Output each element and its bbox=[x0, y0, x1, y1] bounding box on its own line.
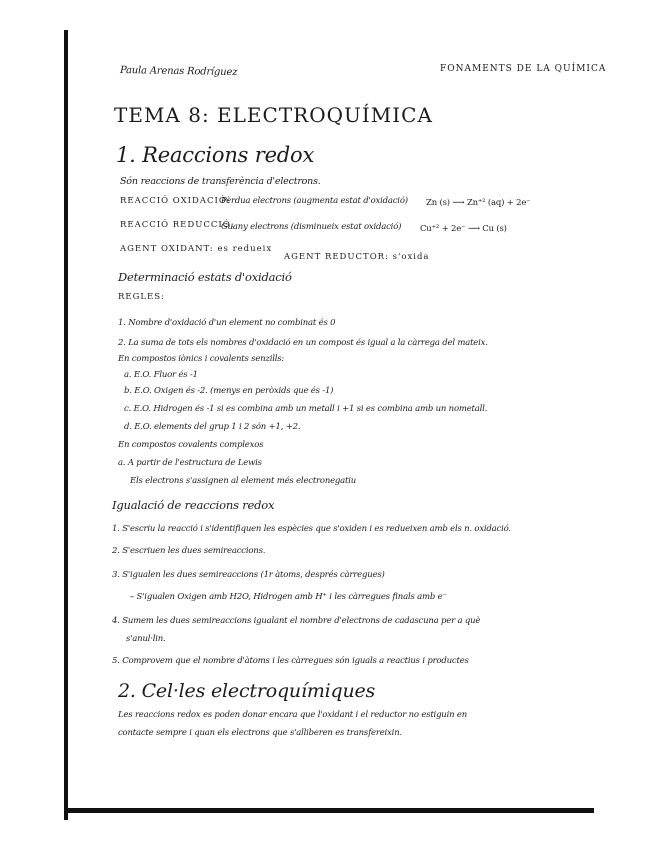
section-heading-celles: 2. Cel·les electroquímiques bbox=[118, 680, 376, 702]
oxidacio-label: REACCIÓ OXIDACIÓ: bbox=[120, 196, 231, 206]
step-1: 1. S'escriu la reacció i s'identifiquen les espècies que s'oxiden i es redueixen amb els n. oxidació. bbox=[112, 524, 511, 534]
step-3: 3. S'igualen les dues semireaccions (1r àtoms, després càrregues) bbox=[112, 570, 385, 580]
complex-rule-a: a. A partir de l'estructura de Lewis bbox=[118, 458, 262, 468]
determinacio-heading: Determinació estats d'oxidació bbox=[118, 270, 292, 284]
ionic-heading: En compostos iònics i covalents senzills: bbox=[118, 354, 285, 364]
rule-1: 1. Nombre d'oxidació d'un element no combinat és 0 bbox=[118, 318, 336, 328]
ionic-rule-c: c. E.O. Hidrogen és -1 si es combina amb un metall i +1 si es combina amb un nometall. bbox=[124, 404, 488, 414]
rule-2: 2. La suma de tots els nombres d'oxidació en un compost és igual a la càrrega del mateix. bbox=[118, 338, 488, 348]
author-name: Paula Arenas Rodríguez bbox=[119, 64, 238, 79]
step-4: 4. Sumem les dues semireaccions igualant el nombre d'electrons de cadascuna per a què bbox=[112, 616, 481, 626]
step-5: 5. Comprovem que el nombre d'àtoms i les càrregues són iguals a reactius i productes bbox=[112, 656, 469, 666]
course-name: FONAMENTS DE LA QUÍMICA bbox=[440, 64, 607, 74]
reduccio-label: REACCIÓ REDUCCIÓ: bbox=[120, 220, 235, 230]
reduccio-equation: Cu⁺² + 2e⁻ ⟶ Cu (s) bbox=[420, 224, 507, 234]
intro-text: Són reaccions de transferència d'electrons. bbox=[120, 176, 321, 187]
igualacio-heading: Igualació de reaccions redox bbox=[112, 498, 275, 512]
ionic-rule-b: b. E.O. Oxigen és -2. (menys en peròxids que és -1) bbox=[124, 386, 334, 396]
step-3-detail: – S'igualen Oxigen amb H2O, Hidrogen amb H⁺ i les càrregues finals amb e⁻ bbox=[130, 592, 447, 602]
complex-heading: En compostos covalents complexos bbox=[118, 440, 264, 450]
celles-line-1: Les reaccions redox es poden donar encara que l'oxidant i el reductor no estiguin en bbox=[118, 710, 467, 720]
celles-line-2: contacte sempre i quan els electrons que s'alliberen es transfereixin. bbox=[118, 728, 402, 738]
step-2: 2. S'escriuen les dues semireaccions. bbox=[112, 546, 266, 556]
ionic-rule-a: a. E.O. Fluor és -1 bbox=[124, 370, 198, 380]
agent-oxidant: AGENT OXIDANT: es redueix bbox=[120, 244, 273, 254]
agent-reductor: AGENT REDUCTOR: s'oxida bbox=[284, 252, 430, 262]
ionic-rule-d: d. E.O. elements del grup 1 i 2 són +1, +2. bbox=[124, 422, 301, 432]
oxidacio-equation: Zn (s) ⟶ Zn⁺² (aq) + 2e⁻ bbox=[426, 198, 531, 208]
page-title: TEMA 8: ELECTROQUÍMICA bbox=[114, 103, 433, 127]
complex-rule-note: Els electrons s'assignen al element més electronegatiu bbox=[130, 476, 357, 486]
page-edge-bottom bbox=[64, 808, 594, 813]
section-heading-redox: 1. Reaccions redox bbox=[116, 143, 315, 167]
regles-label: REGLES: bbox=[118, 292, 165, 302]
oxidacio-text: Pèrdua electrons (augmenta estat d'oxidació) bbox=[221, 196, 408, 206]
notes-page bbox=[68, 30, 607, 808]
reduccio-text: Guany electrons (disminueix estat oxidació) bbox=[221, 222, 402, 232]
step-4-continued: s'anul·lin. bbox=[126, 634, 166, 644]
